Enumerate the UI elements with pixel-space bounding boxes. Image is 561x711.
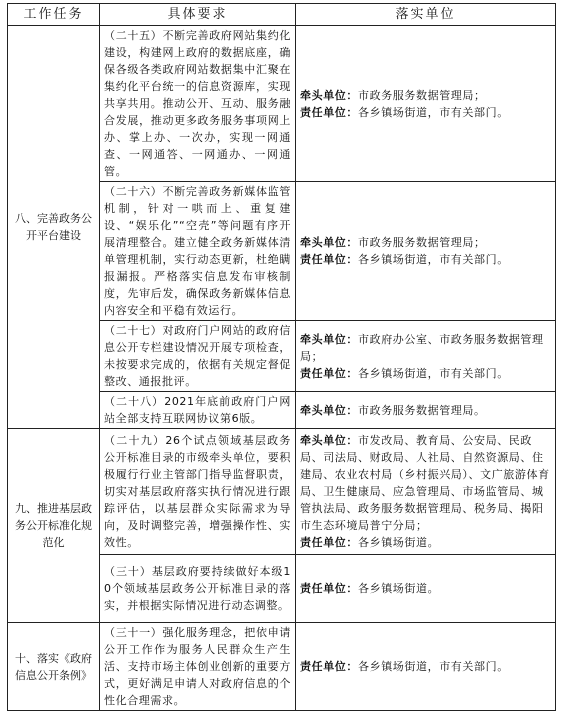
lead-label: 牵头单位： [300, 403, 358, 417]
requirement-cell: （三十）基层政府要持续做好本级10个领域基层政务公开标准目录的落实，并根据实际情况进行动态调整。 [100, 555, 296, 623]
requirement-cell: （二十六）不断完善政务新媒体监管机制，针对一哄而上、重复建设、“娱乐化”“空壳”等问题有序开展清理整合。建立健全政务新媒体清单管理机制，实行动态更新，杜绝瞒报漏报。严格落实信息发布审核制度，先审后发，确保政务新媒体信息内容安全和平稳有效运行。 [100, 182, 296, 321]
lead-unit [300, 402, 551, 419]
table-row [8, 623, 556, 711]
requirement-cell: （二十五）不断完善政府网站集约化建设，构建网上政府的数据底座，确保各级各类政府网站数据集中汇聚在集约化平台统一的信息资源库，实现共享共用。推动公开、互动、服务融合发展，推动更多政务服务事项网上办、掌上办、一次办，实现一网通查、一网通答、一网通办、一网通管。 [100, 26, 296, 182]
resp-unit [300, 365, 551, 382]
lead-value: 市政务服务数据管理局； [358, 236, 486, 249]
unit-cell [296, 392, 556, 429]
lead-label: 牵头单位： [300, 88, 358, 102]
resp-label: 责任单位： [300, 253, 358, 266]
resp-label: 责任单位： [300, 582, 358, 595]
requirement-cell: （二十九）26个试点领域基层政务公开标准目录的市级牵头单位，要积极履行行业主管部门指导监督职责，切实对基层政府落实执行情况进行跟踪评估，以基层群众实际需求为导向，及时调整完善，增强操作性、实效性。 [100, 429, 296, 555]
requirement-cell: （二十八）2021年底前政府门户网站全部支持互联网协议第6版。 [100, 392, 296, 429]
lead-value: 市政务服务数据管理局。 [358, 403, 486, 417]
requirement-cell: （三十一）强化服务理念，把依申请公开工作作为服务人民群众生产生活、支持市场主体创业创新的重要方式，更好满足申请人对政府信息的个性化合理需求。 [100, 623, 296, 711]
unit-cell [296, 182, 556, 321]
resp-value: 各乡镇场街道。 [358, 582, 440, 595]
resp-unit [300, 658, 551, 675]
lead-value: 市发改局、教育局、公安局、民政局、司法局、财政局、人社局、自然资源局、住建局、农业农村局（乡村振兴局）、文广旅游体育局、卫生健康局、应急管理局、市场监管局、城管执法局、政务服务数据管理局、税务局、揭阳市生态环境局普宁分局； [300, 434, 550, 532]
requirement-cell: （二十七）对政府门户网站的政府信息公开专栏建设情况开展专项检查，未按要求完成的，依据有关规定督促整改、通报批评。 [100, 321, 296, 392]
resp-unit [300, 534, 551, 551]
unit-cell [296, 26, 556, 182]
lead-value: 市政务服务数据管理局； [358, 88, 486, 102]
lead-unit [300, 432, 551, 534]
table-header-row [8, 4, 556, 26]
resp-value: 各乡镇场街道，市有关部门。 [358, 105, 509, 119]
task-cell: 十、落实《政府信息公开条例》 [8, 623, 100, 711]
lead-unit [300, 331, 551, 365]
resp-value: 各乡镇场街道，市有关部门。 [358, 253, 509, 266]
lead-label: 牵头单位： [300, 332, 358, 346]
work-task-table [7, 3, 556, 711]
lead-unit [300, 234, 551, 251]
resp-label: 责任单位： [300, 660, 358, 673]
lead-label: 牵头单位： [300, 434, 358, 447]
table-row [8, 429, 556, 555]
resp-unit [300, 104, 551, 121]
header-unit: 落实单位 [296, 4, 556, 26]
lead-label: 牵头单位： [300, 236, 358, 249]
resp-value: 各乡镇场街道，市有关部门。 [358, 366, 509, 380]
resp-value: 各乡镇场街道，市有关部门。 [358, 660, 509, 673]
lead-unit [300, 87, 551, 104]
lead-value: 市政府办公室、市政务服务数据管理局； [300, 332, 544, 363]
resp-unit [300, 580, 551, 597]
resp-value: 各乡镇场街道。 [358, 536, 440, 549]
header-requirement: 具体要求 [100, 4, 296, 26]
unit-cell [296, 555, 556, 623]
task-cell: 九、推进基层政务公开标准化规范化 [8, 429, 100, 623]
table-row [8, 26, 556, 182]
resp-label: 责任单位： [300, 105, 358, 119]
resp-unit [300, 251, 551, 268]
unit-cell [296, 321, 556, 392]
task-cell: 八、完善政务公开平台建设 [8, 26, 100, 429]
unit-cell [296, 429, 556, 555]
header-task: 工作任务 [8, 4, 100, 26]
resp-label: 责任单位： [300, 366, 358, 380]
unit-cell [296, 623, 556, 711]
resp-label: 责任单位： [300, 536, 358, 549]
